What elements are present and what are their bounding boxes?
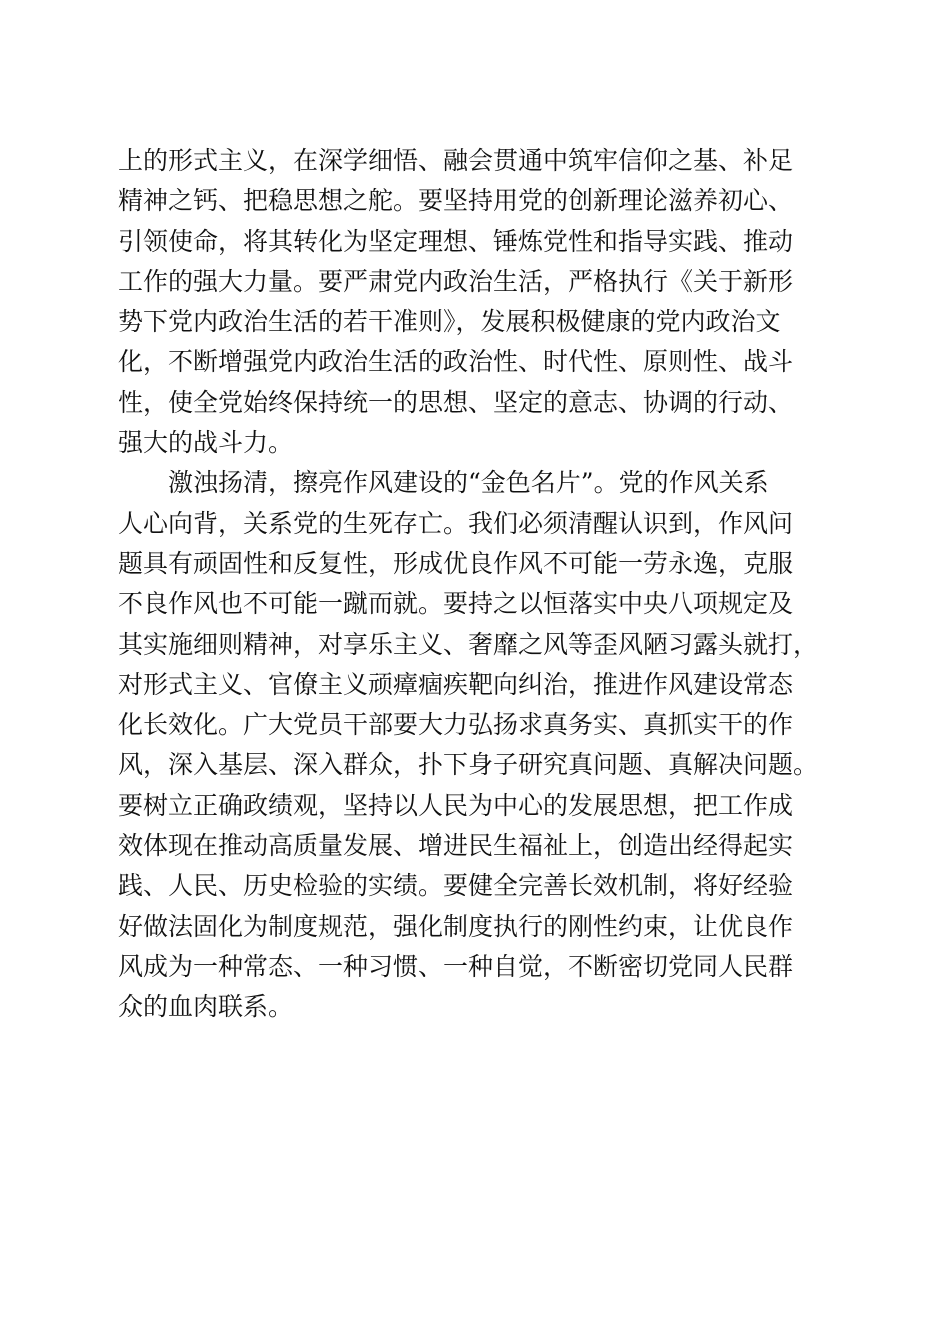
text-line: 上的形式主义，在深学细悟、融会贯通中筑牢信仰之基、补足 [118,146,794,175]
text-line: 效体现在推动高质量发展、增进民生福祉上，创造出经得起实 [118,831,794,861]
text-line: 引领使命，将其转化为坚定理想、锤炼党性和指导实践、推动 [118,226,794,256]
text-line: 其实施细则精神，对享乐主义、奢靡之风等歪风陋习露头就打， [118,629,819,659]
text-line: 践、人民、历史检验的实绩。要健全完善长效机制，将好经验 [118,871,794,901]
text-line: 对形式主义、官僚主义顽瘴痼疾靶向纠治，推进作风建设常态 [118,669,794,699]
text-line: 性，使全党始终保持统一的思想、坚定的意志、协调的行动、 [118,387,794,417]
text-line: 强大的战斗力。 [118,428,294,458]
text-line: 精神之钙、把稳思想之舵。要坚持用党的创新理论滋养初心、 [118,186,794,216]
paragraph-continued [118,141,838,463]
text-line: 工作的强大力量。要严肃党内政治生活，严格执行《关于新形 [118,266,794,296]
text-line: 不良作风也不可能一蹴而就。要持之以恒落实中央八项规定及 [118,589,794,619]
text-line: 众的血肉联系。 [118,992,294,1022]
text-line: 人心向背，关系党的生死存亡。我们必须清醒认识到，作风问 [118,508,794,538]
paragraph-style-building [118,463,838,1027]
text-line: 势下党内政治生活的若干准则》，发展积极健康的党内政治文 [118,307,781,337]
text-line: 题具有顽固性和反复性，形成优良作风不可能一劳永逸，克服 [118,548,794,578]
text-line: 化，不断增强党内政治生活的政治性、时代性、原则性、战斗 [118,347,794,377]
text-line: 风成为一种常态、一种习惯、一种自觉，不断密切党同人民群 [118,951,794,981]
text-line-first: 激浊扬清，擦亮作风建设的“金色名片”。党的作风关系 [168,468,769,498]
text-line: 要树立正确政绩观，坚持以人民为中心的发展思想，把工作成 [118,790,794,820]
text-line: 风，深入基层、深入群众，扑下身子研究真问题、真解决问题。 [118,750,819,780]
text-line: 化长效化。广大党员干部要大力弘扬求真务实、真抓实干的作 [118,710,794,740]
document-body [118,141,838,1028]
text-line: 好做法固化为制度规范，强化制度执行的刚性约束，让优良作 [118,911,794,941]
